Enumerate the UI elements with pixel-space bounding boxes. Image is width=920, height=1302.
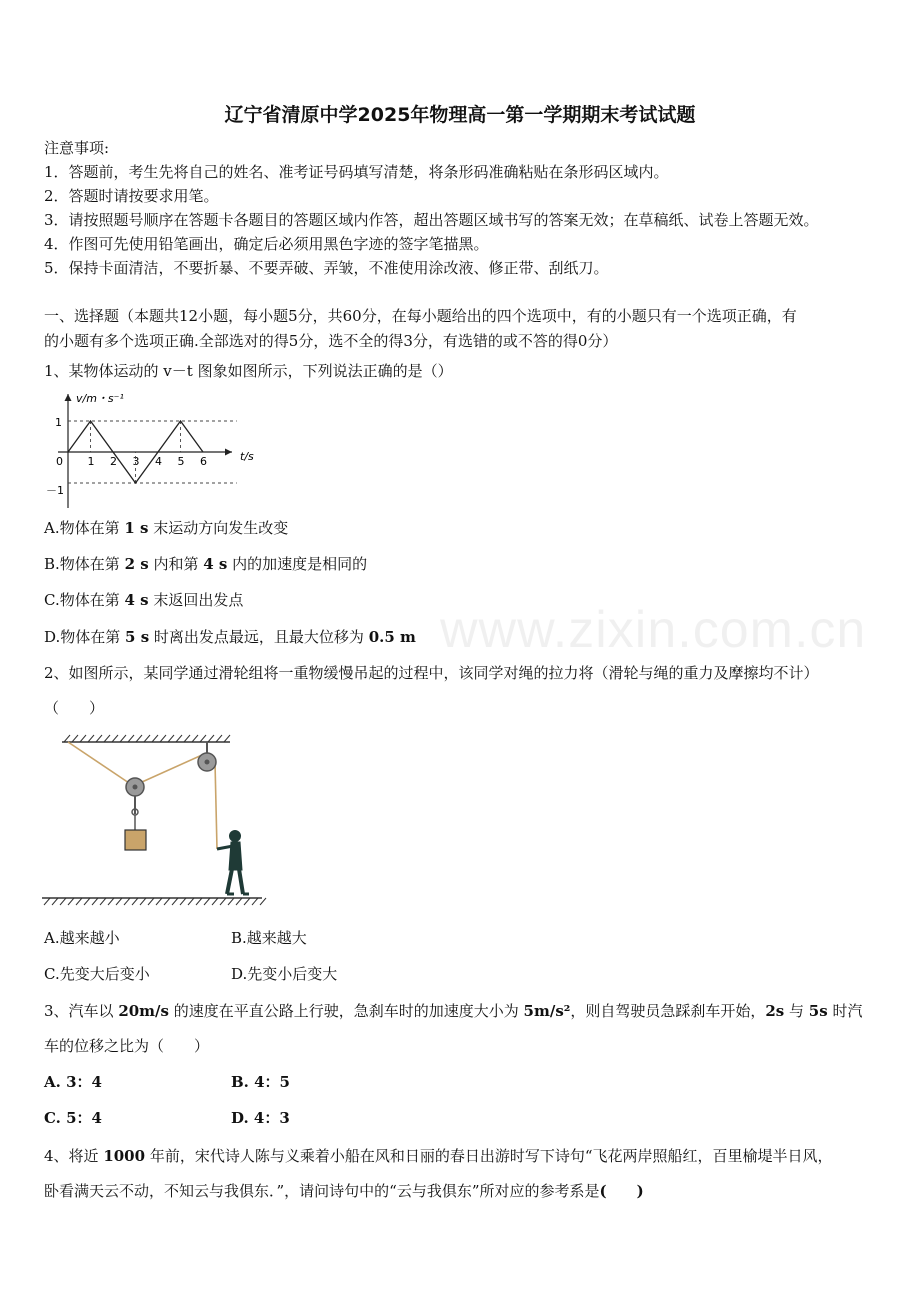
ceiling-hatch <box>216 735 222 742</box>
ground-hatch <box>108 898 114 905</box>
ground-hatch <box>188 898 194 905</box>
notice-item: 4．作图可先使用铅笔画出，确定后必须用黑色字迹的签字笔描黑。 <box>44 235 489 253</box>
q1-option-a: A.物体在第 1 s 末运动方向发生改变 <box>44 519 289 537</box>
ceiling-hatch <box>104 735 110 742</box>
ceiling-hatch <box>80 735 86 742</box>
ground-hatch <box>76 898 82 905</box>
ceiling-hatch <box>72 735 78 742</box>
x-tick-label: 6 <box>200 455 207 468</box>
q1-stem: 1、某物体运动的 v－t 图象如图所示，下列说法正确的是（） <box>44 362 453 380</box>
notice-heading: 注意事项: <box>44 139 110 157</box>
ground-hatch <box>244 898 250 905</box>
ground-hatch <box>148 898 154 905</box>
ground-hatch <box>124 898 130 905</box>
x-tick-label: 3 <box>132 455 140 468</box>
ground-hatch <box>180 898 186 905</box>
q2-option-d: D.先变小后变大 <box>231 965 338 983</box>
ceiling-hatch <box>88 735 94 742</box>
q4-stem-cont: 卧看满天云不动，不知云与我俱东．”，请问诗句中的“云与我俱东”所对应的参考系是( ) <box>44 1182 644 1200</box>
q2-option-a: A.越来越小 <box>44 929 120 947</box>
x-tick-label: 4 <box>155 455 162 468</box>
ground-hatch <box>100 898 106 905</box>
page-title: 辽宁省清原中学2025年物理高一第一学期期末考试试题 <box>224 104 696 126</box>
ceiling-hatch <box>208 735 214 742</box>
q3-stem-cont: 车的位移之比为（ ） <box>44 1037 210 1055</box>
q1-option-d: D.物体在第 5 s 时离出发点最远，且最大位移为 0.5 m <box>44 628 416 646</box>
ceiling-hatch <box>120 735 126 742</box>
ceiling-hatch <box>112 735 118 742</box>
q3-option-d: D. 4：3 <box>231 1109 290 1127</box>
notice-item: 3．请按照题号顺序在答题卡各题目的答题区域内作答，超出答题区域书写的答案无效；在草稿纸、试卷上答题无效。 <box>44 211 819 229</box>
y-tick-label: 1 <box>55 416 62 429</box>
y-tick-label: －1 <box>46 484 64 497</box>
x-tick-label: 5 <box>177 455 185 468</box>
y-axis-label: v/m・s⁻¹ <box>76 392 124 405</box>
ground-hatch <box>116 898 122 905</box>
q3-option-b: B. 4：5 <box>231 1073 290 1091</box>
q2-stem: 2、如图所示，某同学通过滑轮组将一重物缓慢吊起的过程中，该同学对绳的拉力将（滑轮与绳的重力及摩擦均不计） <box>44 664 819 682</box>
q1-option-b: B.物体在第 2 s 内和第 4 s 内的加速度是相同的 <box>44 555 368 573</box>
ground-hatch <box>84 898 90 905</box>
ground-hatch <box>156 898 162 905</box>
notice-item: 5．保持卡面清洁，不要折暴、不要弄破、弄皱，不准使用涂改液、修正带、刮纸刀。 <box>44 259 609 277</box>
rope-right <box>215 762 217 849</box>
ceiling-hatch <box>224 735 230 742</box>
ground-hatch <box>92 898 98 905</box>
q1-option-c: C.物体在第 4 s 末返回出发点 <box>44 591 244 609</box>
x-axis-label: t/s <box>240 450 254 463</box>
q2-stem-cont: （ ） <box>44 699 105 717</box>
ground-hatch <box>212 898 218 905</box>
ground-hatch <box>60 898 66 905</box>
ground-hatch <box>236 898 242 905</box>
ground-hatch <box>252 898 258 905</box>
ceiling-hatch <box>96 735 102 742</box>
ceiling-hatch <box>192 735 198 742</box>
watermark: www.zixin.com.cn <box>440 601 867 659</box>
ground-hatch <box>172 898 178 905</box>
ceiling-hatch <box>168 735 174 742</box>
x-tick-label: 1 <box>87 455 95 468</box>
rope-middle <box>142 755 202 782</box>
ceiling-hatch <box>64 735 70 742</box>
x-tick-label: 2 <box>110 455 117 468</box>
ground-hatch <box>52 898 58 905</box>
ground-hatch <box>228 898 234 905</box>
ground-hatch <box>204 898 210 905</box>
ceiling-hatch <box>160 735 166 742</box>
y-tick-label: 0 <box>56 455 63 468</box>
pulley-figure <box>42 732 267 912</box>
q2-option-c: C.先变大后变小 <box>44 965 150 983</box>
hanging-block <box>125 830 146 850</box>
ground-hatch <box>68 898 74 905</box>
ground-hatch <box>220 898 226 905</box>
ground-hatch <box>164 898 170 905</box>
person-figure <box>217 831 249 895</box>
q3-option-a: A. 3：4 <box>44 1073 102 1091</box>
section-heading: 一、选择题（本题共12小题，每小题5分，共60分，在每小题给出的四个选项中，有的小题只有一个选项正确，有 <box>44 307 797 325</box>
q3-stem: 3、汽车以 20m/s 的速度在平直公路上行驶，急刹车时的加速度大小为 5m/s²，则自驾驶员急踩刹车开始，2s 与 5s 时汽 <box>44 1002 863 1020</box>
notice-item: 1．答题前，考生先将自己的姓名、准考证号码填写清楚，将条形码准确粘贴在条形码区域内。 <box>44 163 669 181</box>
ground-hatch <box>140 898 146 905</box>
rope-left <box>68 742 132 785</box>
vt-graph <box>44 388 274 513</box>
ceiling-hatch <box>152 735 158 742</box>
ceiling-hatch <box>136 735 142 742</box>
ceiling-hatch <box>176 735 182 742</box>
ceiling-hatch <box>128 735 134 742</box>
ceiling-hatch <box>200 735 206 742</box>
q3-option-c: C. 5：4 <box>44 1109 102 1127</box>
section-heading-cont: 的小题有多个选项正确.全部选对的得5分，选不全的得3分，有选错的或不答的得0分） <box>44 332 618 350</box>
ground-hatch <box>44 898 50 905</box>
ground-hatch <box>260 898 266 905</box>
ceiling-hatch <box>144 735 150 742</box>
notice-item: 2．答题时请按要求用笔。 <box>44 187 219 205</box>
ground-hatch <box>196 898 202 905</box>
q2-option-b: B.越来越大 <box>231 929 307 947</box>
q4-stem: 4、将近 1000 年前，宋代诗人陈与义乘着小船在风和日丽的春日出游时写下诗句“飞花两岸照船红，百里榆堤半日风， <box>44 1147 833 1165</box>
ground-hatch <box>132 898 138 905</box>
ceiling-hatch <box>184 735 190 742</box>
